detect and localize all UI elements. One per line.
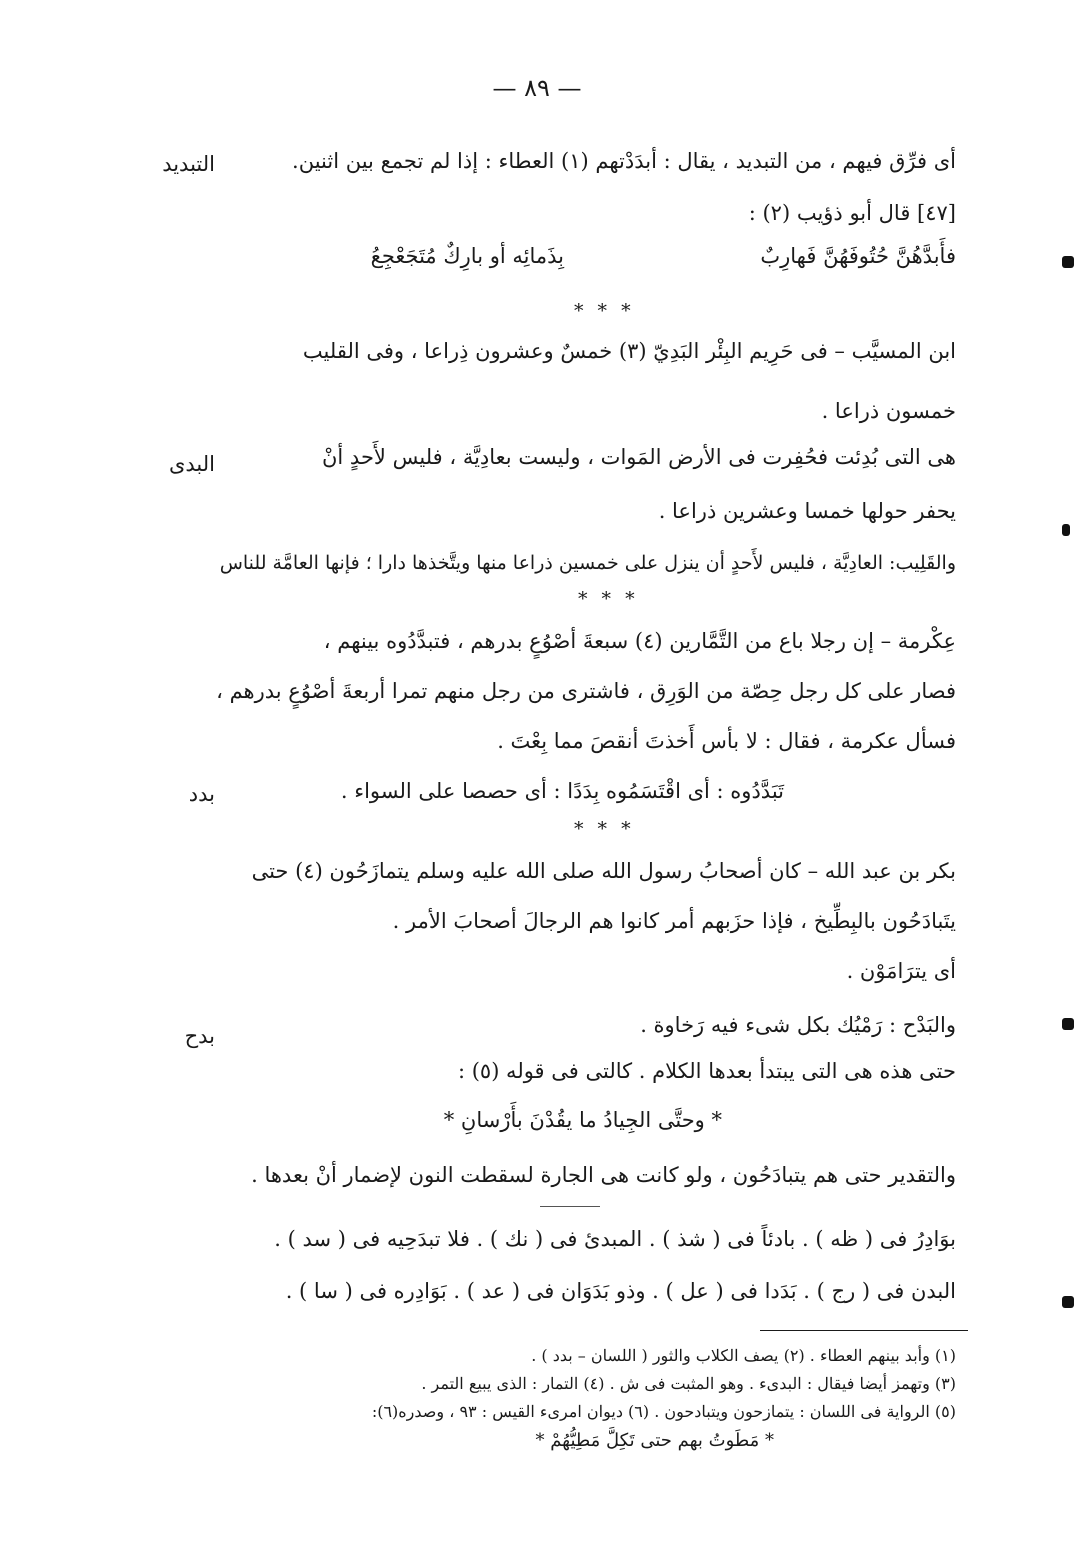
margin-keyword-badah: بدح [184,1024,215,1048]
text-line: بوَادِرُ فى ( ظه ) . بادئاً فى ( شذ ) . المبدئ فى ( نك ) . فلا تبدَحِيه فى ( سد ) . [274,1227,956,1251]
text-line: البدن فى ( رج ) . بَدَدا فى ( عل ) . وذو بَدَوَان فى ( عد ) . بَوَادِره فى ( سا ) . [285,1279,956,1303]
text-line: والقَلِيب: العادِيَّة ، فليس لأَحدٍ أن ينزل على خمسين ذراعا منها ويتَّخذها دارا ؛ فإنها العامَّة للناس [219,552,956,574]
text-line: بكر بن عبد الله – كان أصحابُ رسول الله صلى الله عليه وسلم يتمازَحُون (٤) حتى [251,859,956,883]
verse-hemistich-second: بِذَمائِه أو بارِكٌ مُتَجَعْجِعُ [370,244,564,268]
text-line: والبَدْح : رَمْيُك بكل شىء فيه رَخاوة . [640,1013,956,1037]
text-line: والتقدير حتى هم يتبادَحُون ، ولو كانت هى الجارة لسقطت النون لإضمار أنْ بعدها . [251,1163,956,1187]
section-separator: * * * [574,818,635,840]
text-line: يتَبادَحُون بالبِطِّيخ ، فإذا حزَبهم أمر كانوا هم الرجالَ أصحابَ الأمر . [392,909,956,933]
text-line: حتى هذه هى التى يبتدأ بعدها الكلام . كالتى فى قوله (٥) : [457,1059,956,1083]
footnote-verse: * مَطَوتُ بهم حتى تَكِلَّ مَطِيُّهُمْ * [535,1430,774,1451]
text-line: هى التى بُدِئت فحُفِرت فى الأرض المَوات ، وليست بعادِيَّة ، فليس لأَحدٍ أنْ [322,445,956,469]
verse-quotation: * وحتَّى الجِيادُ ما يقُدْنَ بأَرْسانِ * [443,1108,722,1132]
verse-hemistich-first: فأَبدَّهُنَّ حُتُوفَهُنَّ فَهارِبٌ [760,244,956,268]
scan-mark [1062,524,1070,536]
text-line: تَبَدَّدُوه : أى اقْتَسَمُوه بِدَدًا : أى حصصا على السواء . [340,779,784,803]
text-line: ابن المسيَّب – فى حَرِيم البِئْر البَدِيّ (٣) خمسٌ وعشرون ذِراعا ، وفى القليب [302,339,956,363]
footnote-line: (٣) وتهمز أيضا فيقال : البدىء . وهو المثبت فى ش . (٤) التمار : الذى يبيع التمر . [421,1374,956,1393]
scan-mark [1062,1296,1074,1308]
text-line: عِكْرمة – إن رجلا باع من التَّمَّارين (٤) سبعةَ أصْوُعٍ بدرهم ، فتبدَّدُوه بينهم ، [323,629,956,653]
text-line: يحفر حولها خمسا وعشرين ذراعا . [658,499,956,523]
footnote-divider [760,1330,968,1331]
scan-mark [1062,1018,1074,1030]
text-line: خمسون ذراعا . [821,399,956,423]
text-line: أى فرِّق فيهم ، من التبديد ، يقال : أبدَدْتهم (١) العطاء : إذا لم تجمع بين اثنين. [292,149,956,173]
footnote-line: (١) وأبد بينهم العطاء . (٢) يصف الكلاب والثور ( اللسان – بدد ) . [531,1346,956,1365]
text-line: [٤٧] قال أبو ذؤيب (٢) : [748,201,956,225]
page-number: — ٨٩ — [492,74,582,102]
scan-mark [1062,256,1074,268]
margin-keyword-tabdid: التبديد [162,152,215,176]
section-separator: * * * [574,300,635,322]
divider [540,1206,600,1207]
footnote-line: (٥) الرواية فى اللسان : يتمازحون ويتبادحون . (٦) ديوان امرىء القيس : ٩٣ ، وصدره(٦): [371,1402,956,1421]
text-line: أى يترَامَوْن . [846,959,956,983]
margin-keyword-albadi: البدى [168,452,215,476]
text-line: فسأل عكرمة ، فقال : لا بأس أَخذتَ أنقصَ مما بِعْتَ . [497,729,956,753]
text-line: فصار على كل رجل حِصّة من الوَرِق ، فاشترى من رجل منهم تمرا أربعةَ أصْوُعٍ بدرهم ، [216,679,956,703]
margin-keyword-badad: بدد [188,782,215,806]
section-separator: * * * [578,588,639,610]
